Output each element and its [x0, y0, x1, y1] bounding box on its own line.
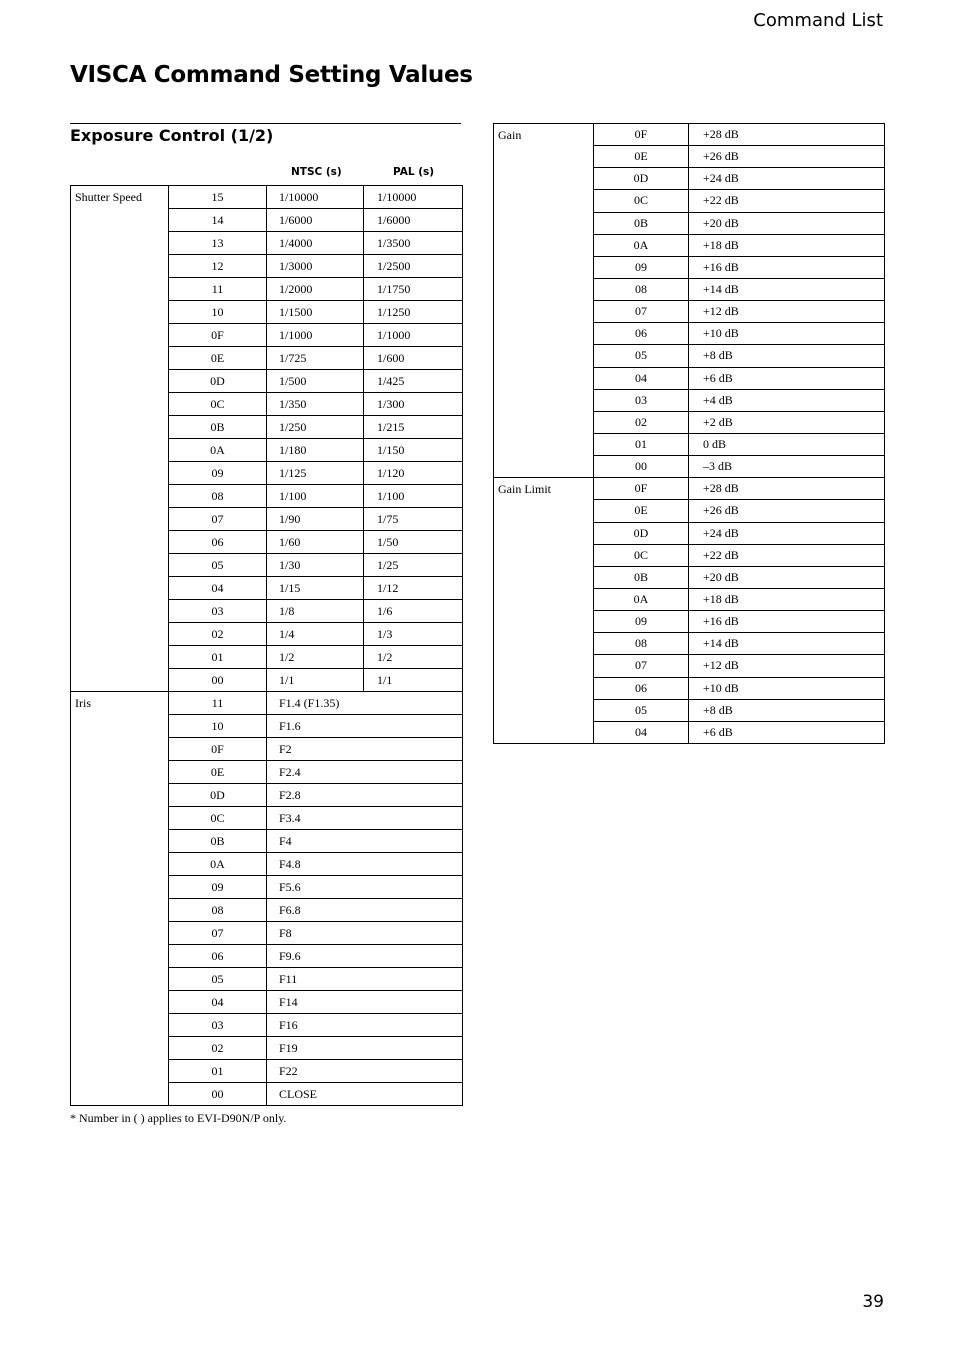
- setting-code: 04: [169, 991, 267, 1014]
- iris-value: F4: [267, 830, 463, 853]
- setting-code: 04: [594, 721, 689, 743]
- pal-value: 1/12: [364, 577, 463, 600]
- setting-code: 15: [169, 186, 267, 209]
- gain-value: +6 dB: [689, 367, 885, 389]
- pal-value: 1/1000: [364, 324, 463, 347]
- iris-value: F3.4: [267, 807, 463, 830]
- setting-code: 03: [594, 389, 689, 411]
- pal-value: 1/6000: [364, 209, 463, 232]
- pal-value: 1/75: [364, 508, 463, 531]
- setting-code: 0E: [594, 146, 689, 168]
- iris-value: F5.6: [267, 876, 463, 899]
- gain-value: +28 dB: [689, 478, 885, 500]
- setting-code: 05: [594, 345, 689, 367]
- setting-code: 09: [594, 256, 689, 278]
- shutter-speed-label: Shutter Speed: [71, 186, 169, 692]
- pal-value: 1/300: [364, 393, 463, 416]
- iris-value: F2.4: [267, 761, 463, 784]
- gain-value: +20 dB: [689, 212, 885, 234]
- setting-code: 03: [169, 600, 267, 623]
- gain-value: +22 dB: [689, 190, 885, 212]
- table-row: [71, 186, 463, 209]
- iris-value: F4.8: [267, 853, 463, 876]
- setting-code: 02: [169, 623, 267, 646]
- gain-value: +18 dB: [689, 588, 885, 610]
- ntsc-value: 1/4000: [267, 232, 364, 255]
- gain-value: +24 dB: [689, 168, 885, 190]
- pal-value: 1/100: [364, 485, 463, 508]
- setting-code: 00: [169, 669, 267, 692]
- ntsc-value: 1/350: [267, 393, 364, 416]
- footnote: * Number in ( ) applies to EVI-D90N/P only.: [70, 1111, 287, 1125]
- setting-code: 08: [594, 278, 689, 300]
- pal-value: 1/600: [364, 347, 463, 370]
- ntsc-value: 1/90: [267, 508, 364, 531]
- ntsc-value: 1/1: [267, 669, 364, 692]
- setting-code: 0F: [594, 478, 689, 500]
- ntsc-value: 1/6000: [267, 209, 364, 232]
- setting-code: 0B: [169, 416, 267, 439]
- pal-value: 1/25: [364, 554, 463, 577]
- iris-value: F22: [267, 1060, 463, 1083]
- gain-value: +24 dB: [689, 522, 885, 544]
- gain-value: +16 dB: [689, 256, 885, 278]
- table-row: [494, 124, 885, 146]
- setting-code: 07: [594, 655, 689, 677]
- setting-code: 05: [169, 968, 267, 991]
- setting-code: 07: [169, 508, 267, 531]
- iris-value: F6.8: [267, 899, 463, 922]
- setting-code: 0D: [594, 522, 689, 544]
- setting-code: 10: [169, 301, 267, 324]
- gain-value: +10 dB: [689, 677, 885, 699]
- setting-code: 00: [594, 456, 689, 478]
- gain-value: +10 dB: [689, 323, 885, 345]
- shutter-iris-table: [70, 185, 463, 1106]
- gain-value: +6 dB: [689, 721, 885, 743]
- gain-value: +4 dB: [689, 389, 885, 411]
- gain-value: +20 dB: [689, 566, 885, 588]
- ntsc-value: 1/125: [267, 462, 364, 485]
- gain-value: +14 dB: [689, 633, 885, 655]
- setting-code: 01: [594, 433, 689, 455]
- gain-value: +26 dB: [689, 146, 885, 168]
- setting-code: 0A: [169, 853, 267, 876]
- pal-value: 1/425: [364, 370, 463, 393]
- gain-limit-label: Gain Limit: [494, 478, 594, 744]
- setting-code: 05: [169, 554, 267, 577]
- iris-value: F1.4 (F1.35): [267, 692, 463, 715]
- gain-label: Gain: [494, 124, 594, 478]
- ntsc-value: 1/725: [267, 347, 364, 370]
- ntsc-value: 1/4: [267, 623, 364, 646]
- setting-code: 02: [169, 1037, 267, 1060]
- pal-value: 1/2: [364, 646, 463, 669]
- setting-code: 0F: [594, 124, 689, 146]
- pal-value: 1/6: [364, 600, 463, 623]
- gain-value: +22 dB: [689, 544, 885, 566]
- setting-code: 0E: [594, 500, 689, 522]
- setting-code: 0E: [169, 347, 267, 370]
- ntsc-value: 1/500: [267, 370, 364, 393]
- gain-table: [493, 123, 885, 744]
- gain-value: +8 dB: [689, 345, 885, 367]
- ntsc-value: 1/250: [267, 416, 364, 439]
- ntsc-value: 1/60: [267, 531, 364, 554]
- ntsc-value: 1/2: [267, 646, 364, 669]
- setting-code: 02: [594, 411, 689, 433]
- setting-code: 0A: [169, 439, 267, 462]
- iris-value: F9.6: [267, 945, 463, 968]
- gain-value: +8 dB: [689, 699, 885, 721]
- setting-code: 06: [594, 677, 689, 699]
- table-row: [71, 692, 463, 715]
- pal-value: 1/215: [364, 416, 463, 439]
- iris-value: F2: [267, 738, 463, 761]
- setting-code: 05: [594, 699, 689, 721]
- ntsc-value: 1/3000: [267, 255, 364, 278]
- gain-value: +12 dB: [689, 655, 885, 677]
- setting-code: 0E: [169, 761, 267, 784]
- setting-code: 12: [169, 255, 267, 278]
- pal-value: 1/1: [364, 669, 463, 692]
- setting-code: 0A: [594, 234, 689, 256]
- pal-value: 1/1250: [364, 301, 463, 324]
- setting-code: 01: [169, 1060, 267, 1083]
- ntsc-value: 1/180: [267, 439, 364, 462]
- setting-code: 0F: [169, 324, 267, 347]
- iris-value: F11: [267, 968, 463, 991]
- setting-code: 09: [169, 876, 267, 899]
- setting-code: 09: [169, 462, 267, 485]
- running-header: Command List: [753, 10, 883, 31]
- setting-code: 09: [594, 611, 689, 633]
- pal-value: 1/2500: [364, 255, 463, 278]
- gain-value: +16 dB: [689, 611, 885, 633]
- setting-code: 0B: [169, 830, 267, 853]
- pal-value: 1/150: [364, 439, 463, 462]
- setting-code: 0D: [169, 784, 267, 807]
- iris-label: Iris: [71, 692, 169, 1106]
- setting-code: 06: [169, 945, 267, 968]
- setting-code: 0D: [169, 370, 267, 393]
- pal-value: 1/3500: [364, 232, 463, 255]
- setting-code: 10: [169, 715, 267, 738]
- ntsc-value: 1/30: [267, 554, 364, 577]
- setting-code: 14: [169, 209, 267, 232]
- setting-code: 04: [169, 577, 267, 600]
- page-title: VISCA Command Setting Values: [70, 62, 473, 88]
- ntsc-value: 1/15: [267, 577, 364, 600]
- setting-code: 11: [169, 692, 267, 715]
- gain-value: +14 dB: [689, 278, 885, 300]
- pal-value: 1/3: [364, 623, 463, 646]
- setting-code: 0C: [169, 393, 267, 416]
- gain-value: +28 dB: [689, 124, 885, 146]
- iris-value: F1.6: [267, 715, 463, 738]
- setting-code: 07: [169, 922, 267, 945]
- setting-code: 06: [169, 531, 267, 554]
- setting-code: 0C: [594, 544, 689, 566]
- ntsc-value: 1/10000: [267, 186, 364, 209]
- ntsc-value: 1/100: [267, 485, 364, 508]
- setting-code: 13: [169, 232, 267, 255]
- setting-code: 06: [594, 323, 689, 345]
- section-divider: [70, 123, 461, 124]
- page-number: 39: [862, 1292, 884, 1312]
- pal-value: 1/120: [364, 462, 463, 485]
- gain-value: +2 dB: [689, 411, 885, 433]
- gain-value: +26 dB: [689, 500, 885, 522]
- setting-code: 08: [169, 899, 267, 922]
- gain-value: +18 dB: [689, 234, 885, 256]
- iris-value: F19: [267, 1037, 463, 1060]
- gain-value: 0 dB: [689, 433, 885, 455]
- setting-code: 01: [169, 646, 267, 669]
- setting-code: 00: [169, 1083, 267, 1106]
- setting-code: 0B: [594, 566, 689, 588]
- pal-column-header: PAL (s): [393, 166, 435, 178]
- iris-value: CLOSE: [267, 1083, 463, 1106]
- pal-value: 1/50: [364, 531, 463, 554]
- section-title: Exposure Control (1/2): [70, 126, 274, 145]
- pal-value: 1/1750: [364, 278, 463, 301]
- gain-value: –3 dB: [689, 456, 885, 478]
- setting-code: 07: [594, 301, 689, 323]
- ntsc-value: 1/8: [267, 600, 364, 623]
- ntsc-value: 1/2000: [267, 278, 364, 301]
- setting-code: 08: [169, 485, 267, 508]
- ntsc-column-header: NTSC (s): [291, 166, 342, 178]
- iris-value: F14: [267, 991, 463, 1014]
- setting-code: 0C: [169, 807, 267, 830]
- setting-code: 08: [594, 633, 689, 655]
- iris-value: F16: [267, 1014, 463, 1037]
- setting-code: 04: [594, 367, 689, 389]
- iris-value: F2.8: [267, 784, 463, 807]
- setting-code: 0C: [594, 190, 689, 212]
- setting-code: 0A: [594, 588, 689, 610]
- ntsc-value: 1/1000: [267, 324, 364, 347]
- pal-value: 1/10000: [364, 186, 463, 209]
- iris-value: F8: [267, 922, 463, 945]
- ntsc-value: 1/1500: [267, 301, 364, 324]
- setting-code: 11: [169, 278, 267, 301]
- table-row: [494, 478, 885, 500]
- setting-code: 0F: [169, 738, 267, 761]
- setting-code: 0B: [594, 212, 689, 234]
- setting-code: 03: [169, 1014, 267, 1037]
- setting-code: 0D: [594, 168, 689, 190]
- gain-value: +12 dB: [689, 301, 885, 323]
